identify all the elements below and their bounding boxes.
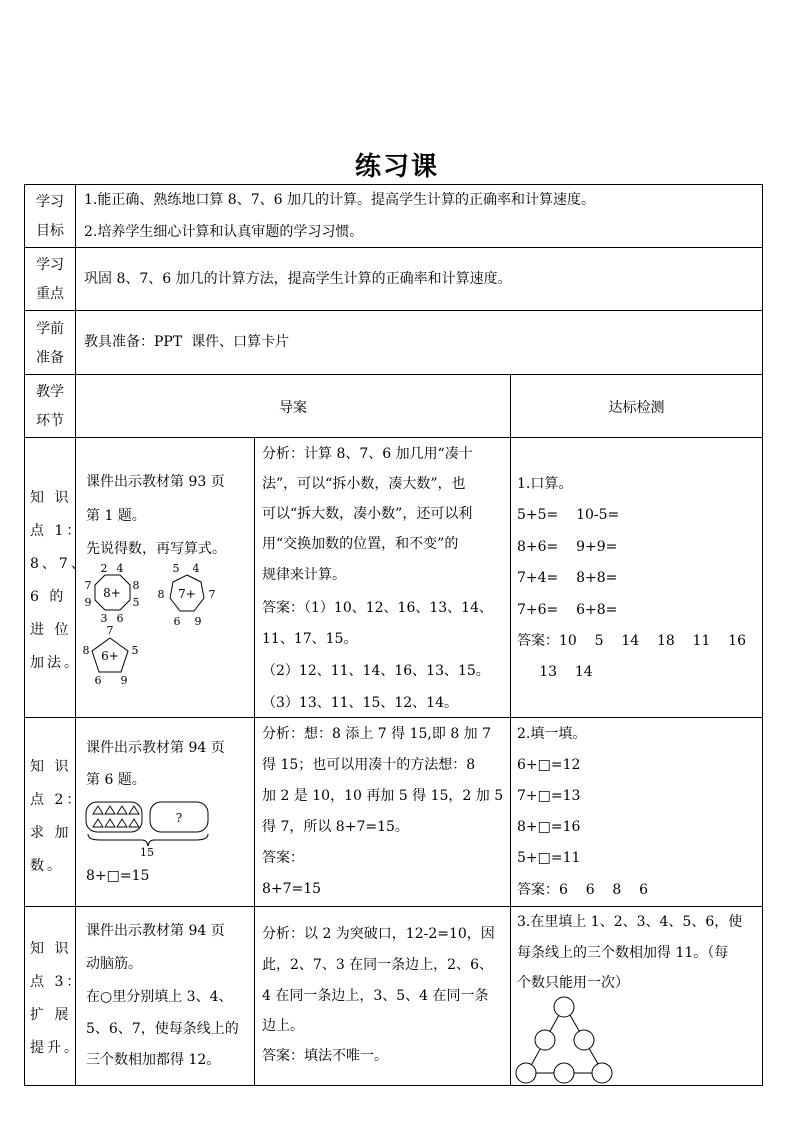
- heptagon-top-1: 5: [172, 562, 180, 575]
- octagon-left-2: 9: [84, 596, 92, 609]
- octagon-right-1: 8: [132, 579, 140, 592]
- k2-label-1: 知 识: [30, 759, 72, 775]
- circle-bottom-mid: [554, 1063, 574, 1083]
- k1-shapes-figure: [82, 560, 252, 688]
- k2-guide-line-2: 第 6 题。: [86, 772, 146, 788]
- k2-total-label: 15: [140, 846, 154, 859]
- k1-check-1: 1.口算。: [517, 476, 573, 492]
- header-label-1: 教学: [36, 384, 64, 400]
- k1-check-7: 13 14: [517, 664, 593, 680]
- k1-label-1: 知 识: [30, 490, 72, 506]
- octagon-figure: [85, 562, 140, 625]
- k2-question-mark: ?: [175, 811, 183, 825]
- k1-label-5: 进 位: [30, 622, 72, 638]
- k1-check-3: 8+6= 9+9=: [517, 539, 618, 555]
- pentagon-figure: [83, 624, 139, 687]
- heptagon-center: 7+: [178, 587, 196, 601]
- k3-label-2: 点 3：: [30, 974, 84, 990]
- k2-analysis-2: 得 15；也可以用凑十的方法想：8: [262, 757, 476, 773]
- k3-guide-line-2: 动脑筋。: [86, 956, 142, 972]
- heptagon-figure: [158, 562, 216, 628]
- circle-bottom-left: [516, 1063, 536, 1083]
- goal-line-1: 1.能正确、熟练地口算 8、7、6 加几的计算。提高学生计算的正确率和计算速度。: [84, 192, 595, 208]
- k2-check-1: 2.填一填。: [517, 726, 587, 742]
- k2-check-2: 6+□=12: [517, 757, 581, 773]
- goal-label-2: 目标: [36, 223, 64, 239]
- k2-label-2: 点 2：: [30, 792, 84, 808]
- pentagon-center: 6+: [101, 649, 119, 663]
- k1-label-4: 6 的: [30, 589, 67, 605]
- k2-check-5: 5+□=11: [517, 850, 581, 866]
- focus-label-1: 学习: [36, 257, 64, 273]
- focus-text: 巩固 8、7、6 加几的计算方法，提高学生计算的正确率和计算速度。: [84, 271, 512, 287]
- check-header: 达标检测: [608, 400, 665, 416]
- k3-check-2: 每条线上的三个数相加得 11。（每: [517, 945, 729, 961]
- k1-analysis-7: 11、17、15。: [262, 631, 358, 647]
- k3-triangle-circles-figure: [512, 995, 617, 1085]
- k1-analysis-2: 法”，可以“拆小数，凑大数”，也: [262, 476, 466, 492]
- k2-label-4: 数。: [30, 858, 64, 874]
- octagon-top-2: 4: [116, 562, 124, 575]
- prep-text: 教具准备：PPT 课件、口算卡片: [84, 334, 290, 350]
- header-label-2: 环节: [36, 413, 64, 429]
- heptagon-bottom-1: 6: [173, 615, 181, 628]
- circle-left-mid: [535, 1030, 555, 1050]
- octagon-center: 8+: [103, 586, 121, 600]
- k2-check-3: 7+□=13: [517, 788, 581, 804]
- pentagon-bottom-1: 6: [94, 674, 102, 687]
- k1-analysis-3: 可以“拆大数，凑小数”，还可以利: [262, 506, 473, 522]
- k3-guide-line-5: 三个数相加都得 12。: [86, 1052, 221, 1068]
- k1-check-4: 7+4= 8+8=: [517, 570, 618, 586]
- page-title: 练习课: [354, 152, 439, 182]
- k3-check-1: 3.在里填上 1、2、3、4、5、6，使: [517, 914, 743, 930]
- heptagon-left: 8: [157, 588, 165, 601]
- k2-label-3: 求 加: [30, 825, 72, 841]
- goal-line-2: 2.培养学生细心计算和认真审题的学习习惯。: [84, 224, 364, 240]
- circle-right-mid: [574, 1030, 594, 1050]
- octagon-right-2: 5: [132, 596, 140, 609]
- k1-analysis-5: 规律来计算。: [262, 567, 346, 583]
- k1-guide-line-1: 课件出示教材第 93 页: [86, 474, 225, 490]
- circle-top: [554, 997, 574, 1017]
- k3-label-4: 提升。: [30, 1040, 81, 1056]
- k1-label-3: 8、7、: [30, 556, 88, 572]
- pentagon-bottom-2: 9: [120, 674, 128, 687]
- heptagon-bottom-2: 9: [194, 615, 202, 628]
- k1-analysis-8: （2）12、11、14、16、13、15。: [262, 663, 490, 679]
- k1-analysis-4: 用“交换加数的位置，和不变”的: [262, 536, 459, 552]
- k1-label-6: 加法。: [30, 655, 81, 671]
- k1-label-2: 点 1：: [30, 523, 84, 539]
- k2-guide-line-1: 课件出示教材第 94 页: [86, 740, 225, 756]
- k2-analysis-6: 8+7=15: [262, 881, 322, 897]
- k3-analysis-1: 分析：以 2 为突破口，12-2=10，因: [262, 926, 495, 942]
- k3-guide-line-4: 5、6、7，使每条线上的: [86, 1021, 239, 1037]
- guide-header: 导案: [279, 400, 307, 416]
- k1-analysis-6: 答案：（1）10、12、16、13、14、: [262, 600, 493, 616]
- octagon-bottom-1: 3: [100, 612, 108, 625]
- octagon-bottom-2: 6: [116, 612, 124, 625]
- k2-equation: 8+□=15: [86, 868, 150, 884]
- prep-label-2: 准备: [36, 350, 64, 366]
- k1-check-2: 5+5= 10-5=: [517, 507, 620, 523]
- goal-label-1: 学习: [36, 194, 64, 210]
- pentagon-right: 5: [131, 644, 139, 657]
- k3-label-3: 扩 展: [30, 1007, 72, 1023]
- triangles-icon: [93, 806, 139, 827]
- k3-guide-line-3: 在○里分别填上 3、4、: [86, 989, 233, 1005]
- prep-label-1: 学前: [36, 321, 64, 337]
- k3-analysis-2: 此，2、7、3 在同一条边上，2、6、: [262, 957, 493, 973]
- k3-label-1: 知 识: [30, 941, 72, 957]
- k2-analysis-1: 分析：想：8 添上 7 得 15,即 8 加 7: [262, 726, 492, 742]
- k2-check-6: 答案：6 6 8 6: [517, 882, 649, 898]
- k2-analysis-4: 得 7，所以 8+7=15。: [262, 819, 409, 835]
- heptagon-right: 7: [208, 588, 216, 601]
- k3-check-3: 个数只能用一次）: [517, 975, 629, 991]
- k1-analysis-9: （3）13、11、15、12、14。: [262, 695, 458, 711]
- k1-guide-line-2: 第 1 题。: [86, 508, 146, 524]
- circle-bottom-right: [592, 1063, 612, 1083]
- k2-analysis-5: 答案：: [262, 850, 304, 866]
- k1-check-6: 答案：10 5 14 18 11 16: [517, 633, 746, 649]
- k3-guide-line-1: 课件出示教材第 94 页: [86, 923, 225, 939]
- heptagon-top-2: 4: [192, 562, 200, 575]
- k2-addend-figure: [84, 800, 214, 860]
- octagon-top-1: 2: [100, 562, 108, 575]
- focus-label-2: 重点: [36, 286, 64, 302]
- k3-analysis-3: 4 在同一条边上，3、5、4 在同一条: [262, 988, 489, 1004]
- k3-analysis-4: 边上。: [262, 1018, 304, 1034]
- k1-guide-line-3: 先说得数，再写算式。: [86, 541, 226, 557]
- k1-check-5: 7+6= 6+8=: [517, 602, 618, 618]
- octagon-left-1: 7: [84, 579, 92, 592]
- k2-analysis-3: 加 2 是 10，10 再加 5 得 15，2 加 5: [262, 788, 504, 804]
- pentagon-top: 7: [106, 624, 114, 637]
- k3-analysis-5: 答案：填法不唯一。: [262, 1048, 388, 1064]
- k2-check-4: 8+□=16: [517, 819, 581, 835]
- pentagon-left: 8: [82, 644, 90, 657]
- k1-analysis-1: 分析：计算 8、7、6 加几用“凑十: [262, 446, 473, 462]
